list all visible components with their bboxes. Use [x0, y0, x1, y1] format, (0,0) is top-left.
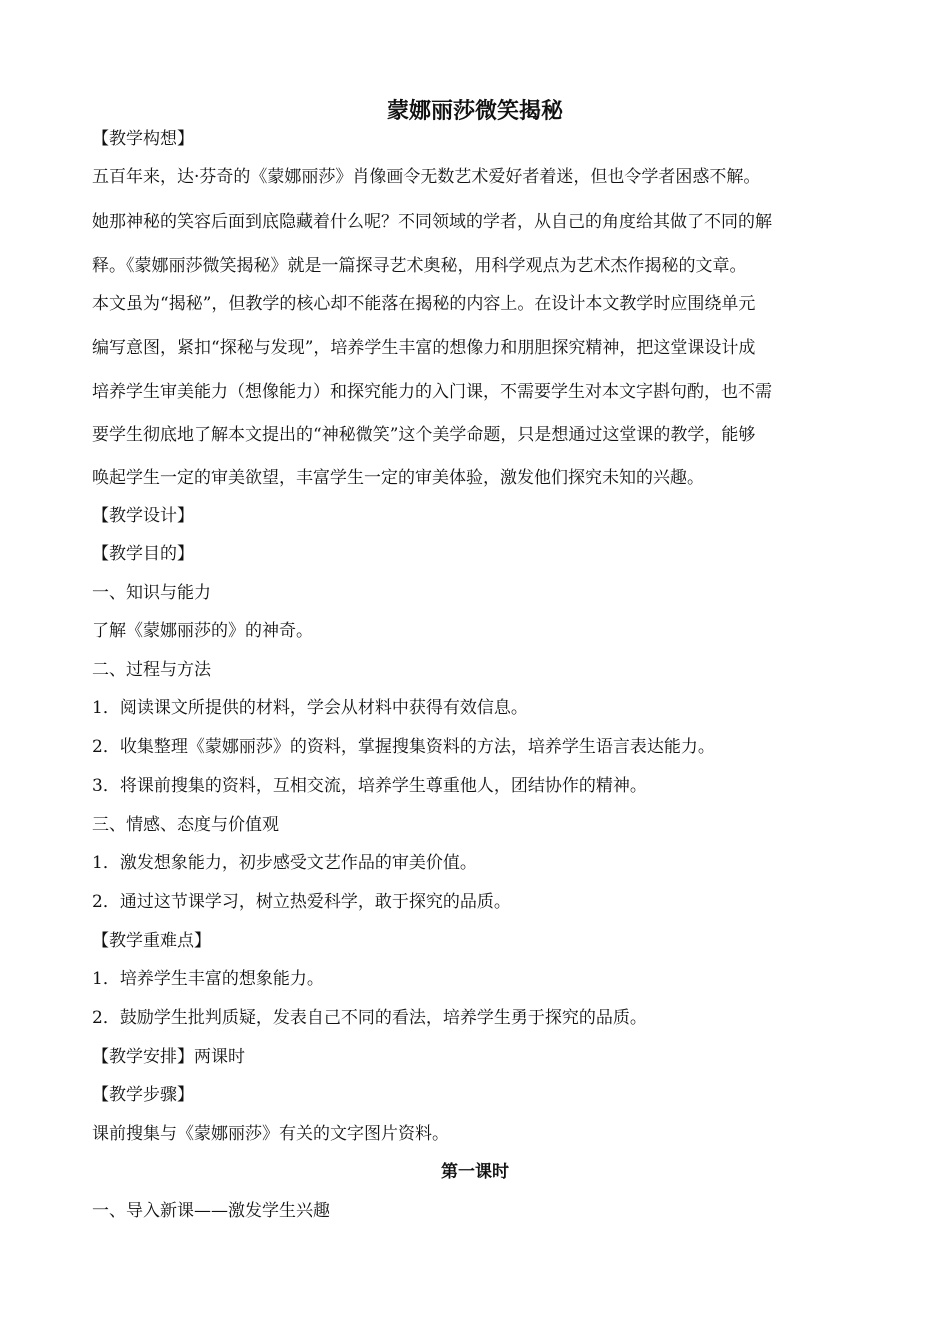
subheading: 一、导入新课——激发学生兴趣 [92, 1201, 330, 1221]
document-title: 蒙娜丽莎微笑揭秘 [386, 99, 563, 124]
paragraph-line: 课前搜集与《蒙娜丽莎》有关的文字图片资料。 [92, 1124, 449, 1144]
section-heading-arrangement: 【教学安排】两课时 [92, 1047, 245, 1067]
paragraph-line: 本文虽为“揭秘”，但教学的核心却不能落在揭秘的内容上。在设计本文教学时应围绕单元 [92, 294, 756, 314]
section-heading-key-difficulties: 【教学重难点】 [92, 931, 211, 951]
paragraph-line: 了解《蒙娜丽莎的》的神奇。 [92, 621, 313, 641]
section-heading-teaching-goals: 【教学目的】 [92, 544, 194, 564]
paragraph-line: 五百年来，达·芬奇的《蒙娜丽莎》肖像画令无数艺术爱好者着迷，但也令学者困惑不解。 [92, 167, 761, 187]
section-heading-teaching-design: 【教学设计】 [92, 506, 194, 526]
lesson-heading: 第一课时 [441, 1162, 509, 1182]
section-heading-steps: 【教学步骤】 [92, 1085, 194, 1105]
list-item: 1．培养学生丰富的想象能力。 [92, 969, 324, 989]
paragraph-line: 释。《蒙娜丽莎微笑揭秘》就是一篇探寻艺术奥秘，用科学观点为艺术杰作揭秘的文章。 [92, 256, 747, 276]
list-item: 1．阅读课文所提供的材料，学会从材料中获得有效信息。 [92, 698, 528, 718]
list-item: 1．激发想象能力，初步感受文艺作品的审美价值。 [92, 853, 477, 873]
section-heading-teaching-concept: 【教学构想】 [92, 129, 194, 149]
paragraph-line: 她那神秘的笑容后面到底隐藏着什么呢？不同领域的学者，从自己的角度给其做了不同的解 [92, 212, 772, 232]
paragraph-line: 唤起学生一定的审美欲望，丰富学生一定的审美体验，激发他们探究未知的兴趣。 [92, 468, 704, 488]
paragraph-line: 编写意图，紧扣“探秘与发现”，培养学生丰富的想像力和朋胆探究精神，把这堂课设计成 [92, 338, 756, 358]
list-item: 3．将课前搜集的资料，互相交流，培养学生尊重他人，团结协作的精神。 [92, 776, 647, 796]
subheading: 三、情感、态度与价值观 [92, 815, 279, 835]
subheading: 一、知识与能力 [92, 583, 211, 603]
paragraph-line: 培养学生审美能力（想像能力）和探究能力的入门课，不需要学生对本文字斟句酌，也不需 [92, 382, 772, 402]
paragraph-line: 要学生彻底地了解本文提出的“神秘微笑”这个美学命题，只是想通过这堂课的教学，能够 [92, 425, 756, 445]
subheading: 二、过程与方法 [92, 660, 211, 680]
list-item: 2．收集整理《蒙娜丽莎》的资料，掌握搜集资料的方法，培养学生语言表达能力。 [92, 737, 715, 757]
list-item: 2．通过这节课学习，树立热爱科学，敢于探究的品质。 [92, 892, 511, 912]
list-item: 2．鼓励学生批判质疑，发表自己不同的看法，培养学生勇于探究的品质。 [92, 1008, 647, 1028]
